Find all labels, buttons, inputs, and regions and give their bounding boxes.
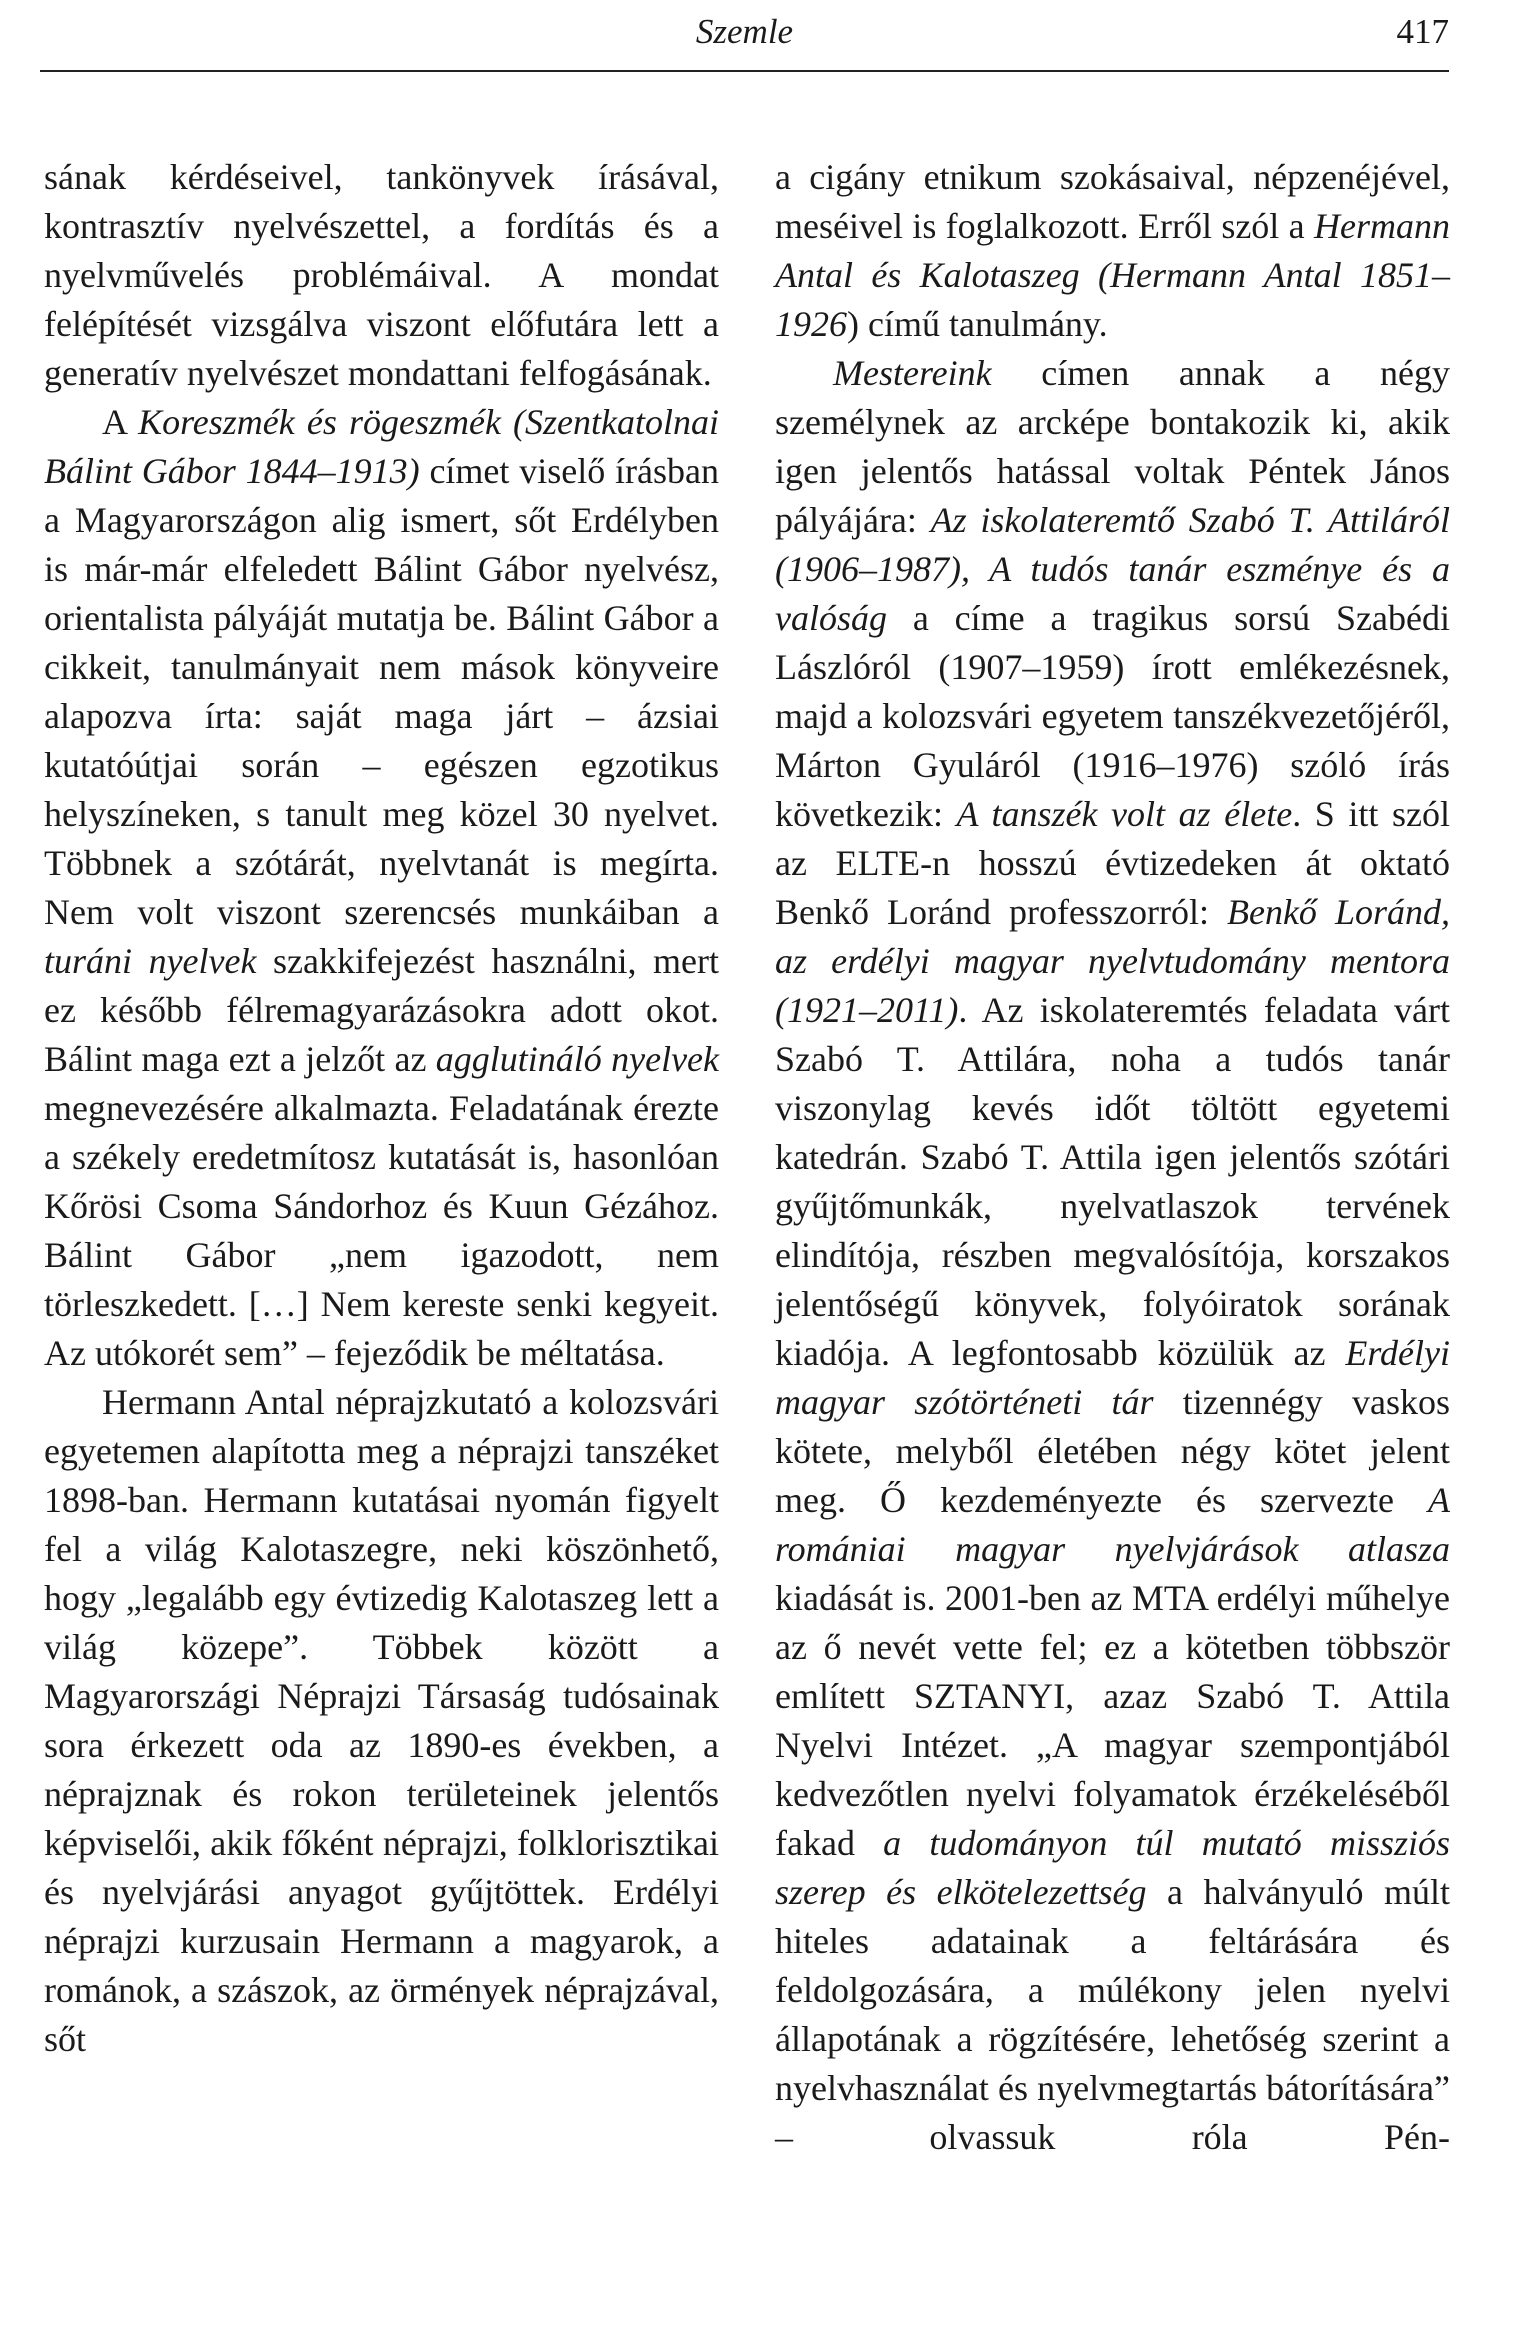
paragraph-text: szakkifejezést használni, mert ez később félremagyarázásokra adott okot. Bálint maga ezt a jelzőt az [44, 941, 719, 1079]
italic-title: A romániai magyar nyelvjárások atlasza [775, 1480, 1450, 1569]
italic-term: turáni nyelvek [44, 941, 257, 981]
italic-title: Hermann Antal és Kalotaszeg (Hermann Antal 1851–1926 [775, 206, 1450, 344]
paragraph-text: ) című tanulmány. [847, 304, 1108, 344]
paragraph-text: Hermann Antal néprajzkutató a kolozsvári egyetemen alapította meg a néprajzi tanszéket 1898-ban. Hermann kutatásai nyomán figyelt fel a világ Kalotaszegre, neki köszönhető, hogy „legalább egy évtizedig Kalotaszeg lett a világ közepe”. Többek között a Magyarországi Néprajzi Társaság tudósainak sora érkezett oda az 1890-es években, a néprajznak és rokon területeinek jelentős képviselői, akik főként néprajzi, folklorisztikai és nyelvjárási anyagot gyűjtöttek. Erdélyi néprajzi kurzusain Hermann a magyarok, a románok, a szászok, az örmények néprajzával, sőt [44, 1382, 719, 2059]
italic-title: Erdélyi magyar szótörténeti tár [775, 1333, 1450, 1422]
paragraph-text: címen annak a négy személynek az arcképe bontakozik ki, akik igen jelentős hatással voltak Péntek János pályájára: [775, 353, 1450, 540]
paragraph-text: sának kérdéseivel, tankönyvek írásával, kontrasztív nyelvészettel, a fordítás és a nyelvművelés problémáival. A mondat felépítését vizsgálva viszont előfutára lett a generatív nyelvészet mondattani felfogásának. [44, 157, 719, 393]
paragraph-text: címet viselő írásban a Magyarországon alig ismert, sőt Erdélyben is már-már elfeledett Bálint Gábor nyelvész, orientalista pályáját mutatja be. Bálint Gábor a cikkeit, tanulmányait nem mások könyveire alapozva írta: saját maga járt – ázsiai kutatóútjai során – egészen egzotikus helyszíneken, s tanult meg közel 30 nyelvet. Többnek a szótárát, nyelvtanát is megírta. Nem volt viszont szerencsés munkáiban a [44, 451, 719, 932]
paragraph [775, 153, 1450, 349]
paragraph-text: kiadását is. 2001-ben az MTA erdélyi műhelye az ő nevét vette fel; ez a kötetben többször említett SZTANYI, azaz Szabó T. Attila Nyelvi Intézet. „A magyar szempontjából kedvezőtlen nyelvi folyamatok érzékeléséből fakad [775, 1578, 1450, 1863]
running-title: Szemle [695, 12, 794, 51]
right-column [775, 153, 1450, 2162]
running-header [40, 8, 1449, 72]
italic-quote: a tudományon túl mutató missziós szerep és elkötelezettség [775, 1823, 1450, 1912]
italic-title: Benkő Loránd, az erdélyi magyar nyelvtudomány mentora (1921–2011) [775, 892, 1450, 1030]
italic-title: Az iskolateremtő Szabó T. Attiláról (1906–1987) [775, 500, 1450, 589]
italic-title: A tanszék volt az élete [956, 794, 1293, 834]
paragraph [44, 398, 719, 1378]
paragraph-text: , [960, 549, 990, 589]
italic-term: agglutináló nyelvek [435, 1039, 720, 1079]
paragraph-text: . Az iskolateremtés feladata várt Szabó T. Attilára, noha a tudós tanár viszonylag kevés időt töltött egyetemi katedrán. Szabó T. Attila igen jelentős szótári gyűjtőmunkák, nyelvatlaszok tervének elindítója, részben megvalósítója, korszakos jelentőségű könyvek, folyóiratok sorának kiadója. A legfontosabb közülük az [775, 990, 1450, 1373]
paragraph [44, 1378, 719, 2064]
paragraph-text: megnevezésére alkalmazta. Feladatának érezte a székely eredetmítosz kutatását is, hasonlóan Kőrösi Csoma Sándorhoz és Kuun Gézához. Bálint Gábor „nem igazodott, nem törleszkedett. […] Nem kereste senki kegyeit. Az utókorét sem” – fejeződik be méltatása. [44, 1088, 719, 1373]
paragraph-text: . S itt szól az ELTE-n hosszú évtizedeken át oktató Benkő Loránd professzorról: [775, 794, 1450, 932]
paragraph-text: tizennégy vaskos kötete, melyből életében négy kötet jelent meg. Ő kezdeményezte és szervezte [775, 1382, 1450, 1520]
paragraph-text: a halványuló múlt hiteles adatainak a feltárására és feldolgozására, a múlékony jelen nyelvi állapotának a rögzítésére, lehetőség szerint a nyelvhasználat és nyelvmegtartás bátorítására” – olvassuk róla Pén- [775, 1872, 1450, 2157]
italic-title: Koreszmék és rögeszmék (Szentkatolnai Bálint Gábor 1844–1913) [44, 402, 719, 491]
paragraph [44, 153, 719, 398]
paragraph-text: a cigány etnikum szokásaival, népzenéjével, meséivel is foglalkozott. Erről szól a [775, 157, 1450, 246]
left-column [44, 153, 719, 2064]
paragraph-text: a címe a tragikus sorsú Szabédi Lászlóról (1907–1959) írott emlékezésnek, majd a kolozsvári egyetem tanszékvezetőjéről, Márton Gyuláról (1916–1976) szóló írás következik: [775, 598, 1450, 834]
paragraph [775, 349, 1450, 2162]
italic-title: Mestereink [833, 353, 992, 393]
page-number: 417 [1396, 12, 1449, 51]
italic-title: A tudós tanár eszménye és a valóság [775, 549, 1450, 638]
paragraph-text: A [102, 402, 139, 442]
